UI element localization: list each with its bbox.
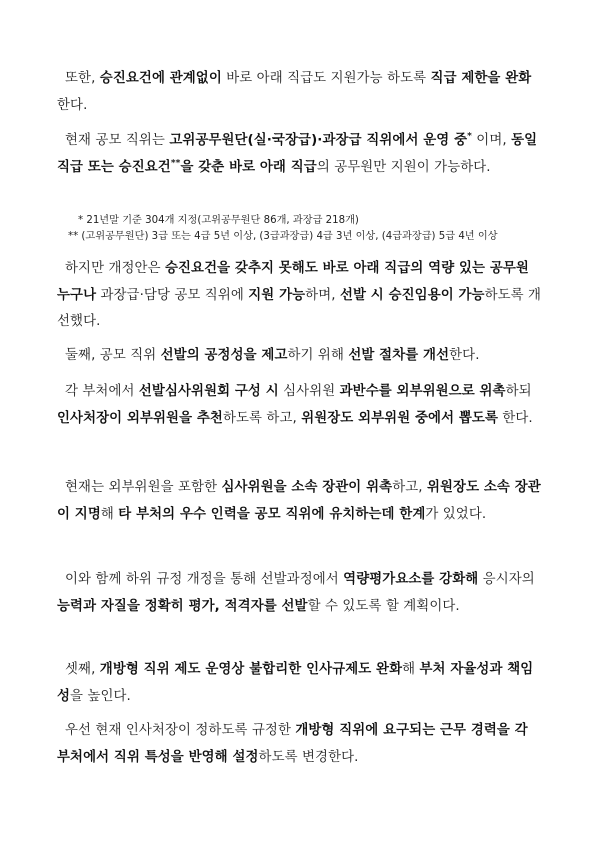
body-text: 해	[100, 506, 119, 522]
body-text: 각 부처에서	[65, 384, 139, 399]
body-text: 하도록 개선했다.	[57, 287, 542, 329]
emphasis-text: 개방형 직위 제도 운영상 불합리한 인사규제도 완화	[99, 662, 403, 677]
body-text: 심사위원	[278, 384, 340, 399]
body-text: 셋째,	[65, 662, 100, 677]
paragraph-current-appointment	[57, 475, 543, 528]
footnote-marker: **	[170, 158, 181, 169]
body-text: 우선 현재 인사처장이 정하도록 규정한	[65, 723, 296, 738]
body-text: 바로 아래 직급도 지원가능 하도록	[221, 71, 431, 86]
body-text: 하기 위해	[287, 348, 349, 363]
emphasis-text: 타 부처의 우수 인력을 공모 직위에 유치하는데 한계	[118, 506, 426, 522]
emphasis-text: 선발의 공정성을 제고	[160, 348, 288, 363]
body-text: 하도록 변경한다.	[258, 749, 359, 765]
footnotes	[68, 213, 548, 245]
paragraph-current-posts	[57, 128, 543, 181]
body-text: 현재는 외부위원을 포함한	[65, 480, 222, 495]
body-text: 하며,	[305, 287, 340, 303]
body-text: 하지만 개정안은	[65, 261, 165, 276]
emphasis-text: 심사위원을 소속 장관이 위촉	[221, 480, 393, 495]
body-text: 해	[402, 662, 420, 677]
paragraph-committee	[57, 379, 543, 432]
emphasis-text: 과반수를 외부위원으로 위촉	[339, 384, 506, 399]
body-text: 한다.	[57, 97, 88, 113]
paragraph-experience	[57, 718, 543, 771]
body-text: 둘째, 공모 직위	[65, 348, 161, 363]
body-text: 과장급·담당 공모 직위에	[96, 287, 249, 303]
emphasis-text: 직급 제한을 완화	[430, 71, 532, 86]
emphasis-text: 능력과 자질을 정확히 평가, 적격자를 선발	[57, 598, 308, 614]
body-text: 한다.	[497, 410, 533, 426]
emphasis-text: 지원 가능	[248, 287, 306, 303]
body-text: 의 공무원만 지원이 가능하다.	[316, 159, 491, 175]
body-text: 할 수 있도록 할 계획이다.	[307, 598, 460, 614]
body-text: 응시자의	[478, 572, 535, 587]
paragraph-qualification	[57, 66, 543, 119]
emphasis-text: 고위공무원단(실·국장급)·과장급 직위에서 운영 중	[169, 133, 468, 148]
footnote-count: * 21년말 기준 304개 지정(고위공무원단 86개, 과장급 218개)	[78, 215, 359, 226]
body-text: 한다.	[449, 348, 480, 363]
emphasis-text: 선발 절차를 개선	[348, 348, 450, 363]
body-text: 하도록 하고,	[222, 410, 302, 426]
paragraph-fairness	[57, 343, 543, 370]
emphasis-text: 선발심사위원회 구성 시	[138, 384, 279, 399]
body-text: 이와 함께 하위 규정 개정을 통해 선발과정에서	[65, 572, 344, 587]
emphasis-text: 인사처장이 외부위원을 추천	[57, 410, 223, 426]
body-text: 하되	[505, 384, 532, 399]
emphasis-text: 선발 시 승진임용이 가능	[339, 287, 485, 303]
paragraph-evaluation	[57, 567, 543, 620]
paragraph-amendment	[57, 256, 543, 336]
emphasis-text: 위원장도 소속 장관이 지명	[57, 480, 541, 522]
emphasis-text: 부처 자율성과 책임성	[57, 662, 534, 704]
body-text: 현재 공모 직위는	[65, 133, 170, 148]
emphasis-text: 개방형 직위에 요구되는 근무 경력을 각 부처에서 직위 특성을 반영해 설정	[57, 723, 528, 765]
body-text: 가 있었다.	[425, 506, 487, 522]
emphasis-text: 역량평가요소를 강화해	[343, 572, 479, 587]
emphasis-text: 을 갖춘 바로 아래 직급	[180, 159, 317, 175]
emphasis-text: 위원장도 외부위원 중에서 뽑도록	[301, 410, 498, 426]
footnote-requirements: ** (고위공무원단) 3급 또는 4급 5년 이상, (3급과장급) 4급 3년 이상, (4급과장급) 5급 4년 이상	[68, 231, 498, 242]
emphasis-text: 승진요건에 관계없이	[99, 71, 222, 86]
emphasis-text: 동일 직급 또는 승진요건	[57, 133, 538, 175]
body-text: 이며,	[471, 133, 512, 148]
body-text: 을 높인다.	[70, 688, 131, 704]
body-text: 하고,	[392, 480, 427, 495]
paragraph-open-posts	[57, 657, 543, 710]
emphasis-text: 승진요건을 갖추지 못해도 바로 아래 직급의 역량 있는 공무원 누구나	[57, 261, 529, 303]
footnote-marker: *	[467, 131, 472, 142]
body-text: 또한,	[65, 71, 100, 86]
